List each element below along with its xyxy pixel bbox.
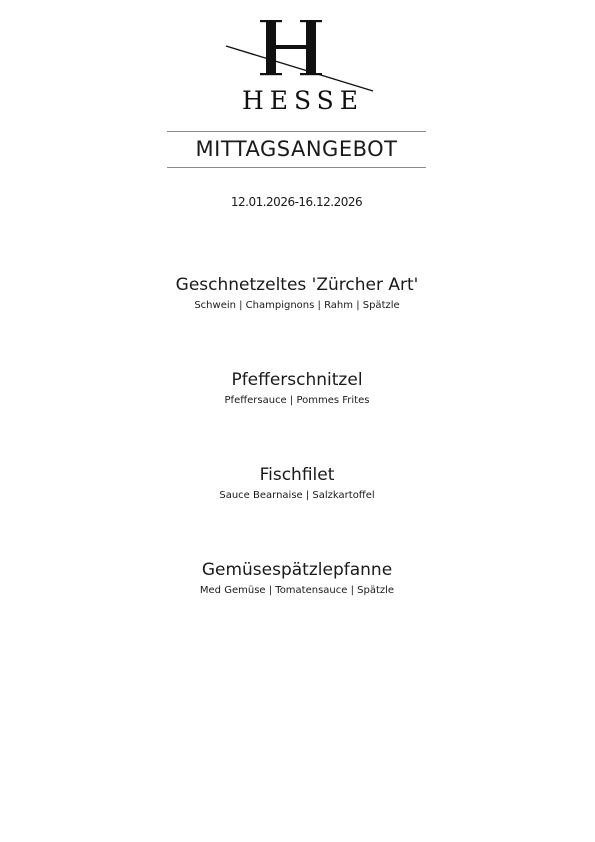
menu-list bbox=[97, 274, 497, 654]
page-title: MITTAGSANGEBOT bbox=[195, 137, 398, 161]
dish-name: Pfefferschnitzel bbox=[231, 370, 363, 390]
dish-name: Fischfilet bbox=[259, 465, 335, 485]
dish-description: Sauce Bearnaise | Salzkartoffel bbox=[219, 490, 375, 501]
h-monogram-icon bbox=[220, 14, 380, 94]
date-range: 12.01.2026-16.12.2026 bbox=[230, 195, 363, 209]
menu-item bbox=[97, 274, 497, 369]
menu-item bbox=[97, 559, 497, 654]
heading-bottom-rule bbox=[167, 167, 426, 168]
dish-name: Gemüsespätzlepfanne bbox=[201, 560, 393, 580]
dish-description: Med Gemüse | Tomatensauce | Spätzle bbox=[199, 585, 395, 596]
dish-description: Pfeffersauce | Pommes Frites bbox=[224, 395, 370, 406]
dish-name: Geschnetzeltes 'Zürcher Art' bbox=[175, 275, 419, 295]
menu-item bbox=[97, 464, 497, 559]
heading-top-rule bbox=[167, 131, 426, 132]
hesse-logo bbox=[220, 14, 380, 118]
menu-item bbox=[97, 369, 497, 464]
dish-description: Schwein | Champignons | Rahm | Spätzle bbox=[194, 300, 400, 311]
logo-wordmark: HESSE bbox=[241, 86, 365, 115]
